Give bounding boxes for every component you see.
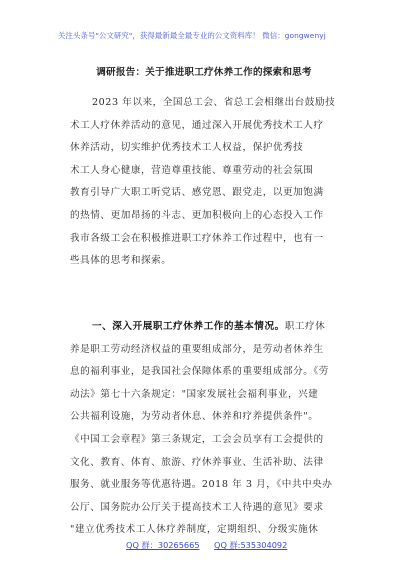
paragraph-line: 我市各级工会在积极推进职工疗休养工作过程中，也有一 bbox=[70, 232, 324, 244]
paragraph-line: 休养活动，切实维护优秀技术工人权益，保护优秀技 bbox=[70, 142, 304, 154]
paragraph-line: "建立优秀技术工人休疗养制度，定期组织、分级实施休 bbox=[70, 524, 319, 536]
paragraph-line: 术工人疗休养活动的意见，通过深入开展优秀技术工人疗 bbox=[70, 119, 324, 131]
paragraph-section1 bbox=[70, 316, 348, 542]
footer-qq-group-2: QQ 群:535304092 bbox=[214, 540, 288, 550]
paragraph-line: 2023 年以来，全国总工会、省总工会相继出台鼓励技 bbox=[92, 97, 336, 108]
paragraph-line: 动法》第七十六条规定："国家发展社会福利事业，兴建 bbox=[70, 388, 319, 400]
section-heading-continuation: 职工疗休 bbox=[284, 321, 326, 332]
paragraph-line: 教育引导广大职工听党话、感党恩、跟党走，以更加饱满 bbox=[70, 187, 324, 199]
paragraph-line: 术工人身心健康，营造尊重技能、尊重劳动的社会氛围 bbox=[70, 164, 314, 176]
paragraph-line: 公共福利设施，为劳动者休息、休养和疗养提供条件"。 bbox=[70, 411, 319, 423]
paragraph-line: 的热情、更加昂扬的斗志、更加积极向上的心态投入工作 bbox=[70, 209, 324, 221]
section-heading: 一、深入开展职工疗休养工作的基本情况。 bbox=[92, 321, 285, 332]
paragraph-line: 公厅、国务院办公厅关于提高技术工人待遇的意见》要求 bbox=[70, 501, 324, 513]
paragraph-line: 《中国工会章程》第三条规定，工会会员享有工会提供的 bbox=[70, 433, 324, 445]
paragraph-line: 养是职工劳动经济权益的重要组成部分，是劳动者休养生 bbox=[70, 343, 324, 355]
paragraph-line: 些具体的思考和探索。 bbox=[70, 255, 172, 267]
section-first-line bbox=[70, 316, 348, 339]
paragraph-line: 服务、就业服务等优惠待遇。2018 年 3 月，《中共中央办 bbox=[70, 479, 333, 491]
paragraph-intro bbox=[70, 92, 348, 273]
header-banner: 关注头条号"公文研究"，获得最新最全最专业的公文资料库！ 微信：gongwenyj bbox=[58, 31, 326, 40]
paragraph-line: 文化、教育、体育、旅游、疗休养事业、生活补助、法律 bbox=[70, 456, 324, 468]
paragraph-line: 息的福利事业，是我国社会保障体系的重要组成部分。《劳 bbox=[70, 366, 329, 378]
footer-qq-group-1: QQ 群：30265665 bbox=[126, 540, 200, 550]
document-title: 调研报告：关于推进职工疗休养工作的探索和思考 bbox=[96, 67, 312, 78]
